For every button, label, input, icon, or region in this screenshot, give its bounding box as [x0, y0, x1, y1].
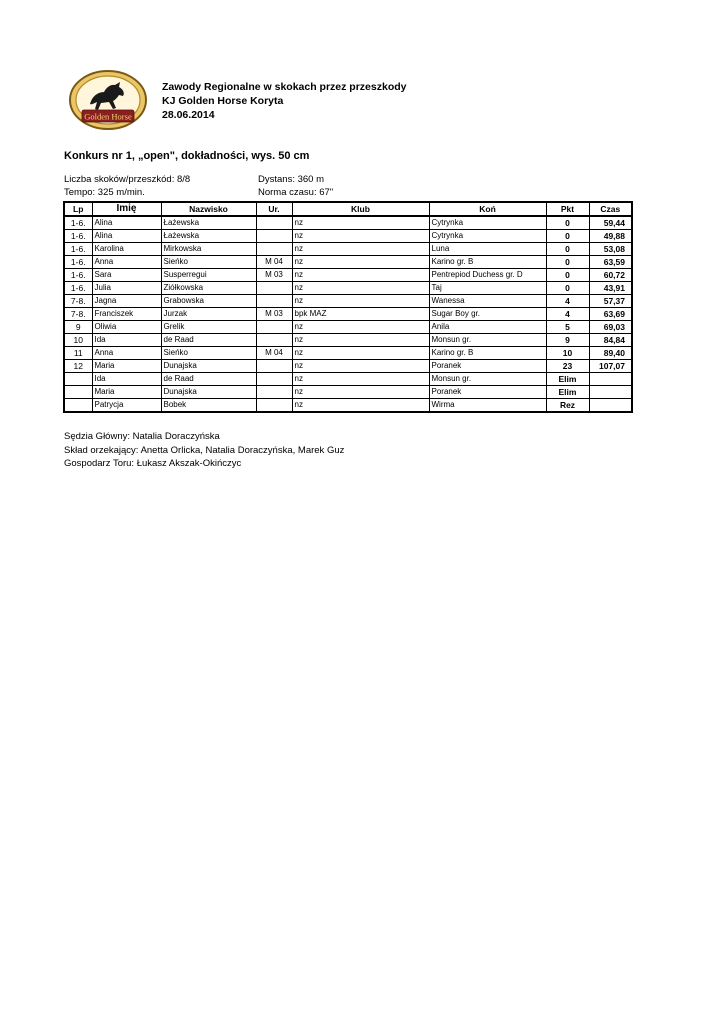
cell-kon: Wirma	[429, 399, 546, 413]
cell-nazwisko: Sieńko	[161, 256, 256, 269]
cell-klub: nz	[292, 282, 429, 295]
cell-kon: Poranek	[429, 386, 546, 399]
event-date: 28.06.2014	[162, 109, 215, 121]
cell-kon: Karino gr. B	[429, 347, 546, 360]
cell-nazwisko: Bobek	[161, 399, 256, 413]
table-row	[64, 282, 632, 295]
cell-czas: 84,84	[589, 334, 632, 347]
cell-nazwisko: Ziółkowska	[161, 282, 256, 295]
cell-czas: 43,91	[589, 282, 632, 295]
cell-klub: nz	[292, 216, 429, 230]
cell-kon: Karino gr. B	[429, 256, 546, 269]
cell-kon: Luna	[429, 243, 546, 256]
cell-klub: nz	[292, 295, 429, 308]
table-row	[64, 269, 632, 282]
cell-lp	[64, 373, 92, 386]
contest-title: Konkurs nr 1, „open", dokładności, wys. 50 cm	[64, 150, 310, 162]
cell-lp: 12	[64, 360, 92, 373]
cell-imie: Sara	[92, 269, 161, 282]
cell-ur	[256, 295, 292, 308]
cell-kon: Monsun gr.	[429, 334, 546, 347]
table-row	[64, 308, 632, 321]
cell-kon: Cytrynka	[429, 216, 546, 230]
table-row	[64, 216, 632, 230]
cell-ur	[256, 321, 292, 334]
chief-judge: Sędzia Główny: Natalia Doraczyńska	[64, 431, 220, 442]
cell-kon: Pentrepiod Duchess gr. D	[429, 269, 546, 282]
col-czas: Czas	[589, 202, 632, 216]
table-row	[64, 334, 632, 347]
cell-ur	[256, 282, 292, 295]
cell-nazwisko: de Raad	[161, 334, 256, 347]
cell-czas: 59,44	[589, 216, 632, 230]
cell-imie: Ida	[92, 373, 161, 386]
table-row	[64, 230, 632, 243]
cell-czas: 49,88	[589, 230, 632, 243]
cell-ur	[256, 243, 292, 256]
cell-klub: nz	[292, 386, 429, 399]
cell-kon: Taj	[429, 282, 546, 295]
cell-pkt: 0	[546, 243, 589, 256]
cell-ur	[256, 360, 292, 373]
cell-imie: Franciszek	[92, 308, 161, 321]
cell-czas	[589, 386, 632, 399]
results-table	[63, 201, 633, 413]
officials	[64, 430, 344, 471]
table-row	[64, 295, 632, 308]
cell-ur: M 03	[256, 308, 292, 321]
cell-klub: nz	[292, 334, 429, 347]
cell-pkt: 0	[546, 269, 589, 282]
col-imie: Imię	[92, 202, 161, 216]
cell-czas: 57,37	[589, 295, 632, 308]
cell-pkt: Elim	[546, 373, 589, 386]
cell-imie: Karolina	[92, 243, 161, 256]
cell-nazwisko: Sieńko	[161, 347, 256, 360]
col-ur: Ur.	[256, 202, 292, 216]
table-row	[64, 347, 632, 360]
cell-imie: Alina	[92, 230, 161, 243]
cell-nazwisko: Grelik	[161, 321, 256, 334]
cell-klub: nz	[292, 243, 429, 256]
cell-pkt: 4	[546, 308, 589, 321]
cell-klub: nz	[292, 230, 429, 243]
table-row	[64, 373, 632, 386]
golden-horse-logo	[68, 70, 148, 132]
cell-imie: Oliwia	[92, 321, 161, 334]
judging-panel: Skład orzekający: Anetta Orlicka, Natalia Doraczyńska, Marek Guz	[64, 444, 345, 456]
cell-nazwisko: de Raad	[161, 373, 256, 386]
cell-lp: 1-6.	[64, 243, 92, 256]
cell-kon: Wanessa	[429, 295, 546, 308]
cell-ur	[256, 399, 292, 413]
cell-pkt: 10	[546, 347, 589, 360]
cell-imie: Anna	[92, 347, 161, 360]
cell-nazwisko: Mirkowska	[161, 243, 256, 256]
cell-kon: Sugar Boy gr.	[429, 308, 546, 321]
cell-pkt: 23	[546, 360, 589, 373]
cell-ur: M 04	[256, 256, 292, 269]
cell-czas: 53,08	[589, 243, 632, 256]
table-row	[64, 360, 632, 373]
col-pkt: Pkt	[546, 202, 589, 216]
cell-kon: Poranek	[429, 360, 546, 373]
cell-czas: 63,59	[589, 256, 632, 269]
cell-lp	[64, 386, 92, 399]
col-kon: Koń	[429, 202, 546, 216]
table-row	[64, 243, 632, 256]
cell-imie: Anna	[92, 256, 161, 269]
cell-czas: 107,07	[589, 360, 632, 373]
cell-lp: 1-6.	[64, 230, 92, 243]
cell-lp: 11	[64, 347, 92, 360]
cell-nazwisko: Łażewska	[161, 216, 256, 230]
cell-klub: nz	[292, 269, 429, 282]
cell-lp: 10	[64, 334, 92, 347]
cell-nazwisko: Łażewska	[161, 230, 256, 243]
cell-klub: nz	[292, 256, 429, 269]
cell-kon: Anila	[429, 321, 546, 334]
cell-pkt: 0	[546, 282, 589, 295]
col-lp: Lp	[64, 202, 92, 216]
cell-nazwisko: Grabowska	[161, 295, 256, 308]
cell-nazwisko: Susperregui	[161, 269, 256, 282]
cell-imie: Jagna	[92, 295, 161, 308]
course-host: Gospodarz Toru: Łukasz Akszak-Okińczyc	[64, 458, 242, 469]
cell-kon: Cytrynka	[429, 230, 546, 243]
cell-imie: Ida	[92, 334, 161, 347]
cell-klub: nz	[292, 347, 429, 360]
table-row	[64, 399, 632, 413]
cell-pkt: 0	[546, 230, 589, 243]
cell-czas: 89,40	[589, 347, 632, 360]
time-norm: Norma czasu: 67"	[258, 187, 334, 198]
cell-lp: 1-6.	[64, 256, 92, 269]
cell-imie: Patrycja	[92, 399, 161, 413]
cell-czas	[589, 373, 632, 386]
cell-klub: bpk MAZ	[292, 308, 429, 321]
cell-imie: Alina	[92, 216, 161, 230]
distance: Dystans: 360 m	[258, 174, 324, 185]
tempo: Tempo: 325 m/min.	[64, 187, 145, 198]
cell-lp: 9	[64, 321, 92, 334]
cell-czas	[589, 399, 632, 413]
col-nazwisko: Nazwisko	[161, 202, 256, 216]
table-row	[64, 386, 632, 399]
cell-ur	[256, 386, 292, 399]
cell-lp: 1-6.	[64, 216, 92, 230]
cell-kon: Monsun gr.	[429, 373, 546, 386]
cell-pkt: Rez	[546, 399, 589, 413]
cell-pkt: 0	[546, 216, 589, 230]
col-klub: Klub	[292, 202, 429, 216]
cell-czas: 63,69	[589, 308, 632, 321]
event-header	[162, 80, 406, 122]
cell-czas: 69,03	[589, 321, 632, 334]
event-club: KJ Golden Horse Koryta	[162, 95, 284, 107]
cell-nazwisko: Dunajska	[161, 360, 256, 373]
cell-ur	[256, 334, 292, 347]
cell-lp: 1-6.	[64, 282, 92, 295]
cell-ur	[256, 373, 292, 386]
cell-klub: nz	[292, 399, 429, 413]
cell-imie: Julia	[92, 282, 161, 295]
table-row	[64, 256, 632, 269]
cell-czas: 60,72	[589, 269, 632, 282]
logo-text: Golden Horse	[84, 111, 132, 122]
cell-nazwisko: Jurzak	[161, 308, 256, 321]
cell-ur: M 04	[256, 347, 292, 360]
cell-imie: Maria	[92, 386, 161, 399]
cell-klub: nz	[292, 360, 429, 373]
cell-pkt: 0	[546, 256, 589, 269]
table-header-row	[64, 202, 632, 216]
cell-imie: Maria	[92, 360, 161, 373]
cell-pkt: 9	[546, 334, 589, 347]
cell-lp: 7-8.	[64, 308, 92, 321]
cell-lp	[64, 399, 92, 413]
cell-pkt: 4	[546, 295, 589, 308]
cell-ur	[256, 216, 292, 230]
cell-lp: 7-8.	[64, 295, 92, 308]
cell-pkt: 5	[546, 321, 589, 334]
cell-pkt: Elim	[546, 386, 589, 399]
cell-ur	[256, 230, 292, 243]
cell-klub: nz	[292, 321, 429, 334]
cell-nazwisko: Dunajska	[161, 386, 256, 399]
jumps-count: Liczba skoków/przeszkód: 8/8	[64, 174, 191, 185]
cell-lp: 1-6.	[64, 269, 92, 282]
cell-klub: nz	[292, 373, 429, 386]
table-row	[64, 321, 632, 334]
cell-ur: M 03	[256, 269, 292, 282]
event-title: Zawody Regionalne w skokach przez przeszkody	[162, 81, 407, 93]
